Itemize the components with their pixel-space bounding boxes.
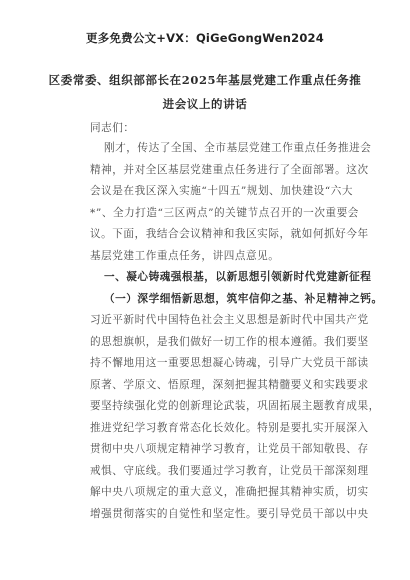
- body-line: 贯彻中央八项规定精神学习教育，让党员干部知敬畏、存: [90, 443, 369, 455]
- speech-title-line-2: 进会议上的讲话: [162, 97, 248, 111]
- salutation: 同志们：: [90, 122, 135, 134]
- body-line: 会议是在我区深入实施“十四五”规划、加快建设“六大: [90, 185, 354, 197]
- body-line: 刚才，传达了全国、全市基层党建工作重点任务推进会: [104, 142, 372, 154]
- subsection-heading-1: （一）深学细悟新思想，筑牢信仰之基、补足精神之钙。: [104, 293, 383, 305]
- body-line: 解中央八项规定的重大意义，准确把握其精神实质，切实: [90, 486, 369, 498]
- body-line: 原著、学原文、悟原理，深刻把握其精髓要义和实践要求: [90, 379, 369, 391]
- body-line: 习近平新时代中国特色社会主义思想是新时代中国共产党: [90, 314, 369, 326]
- body-line: 增强贯彻落实的自觉性和坚定性。要引导党员干部以中央: [90, 508, 369, 520]
- body-line: 要坚持续强化党的创新理论武装，巩固拓展主题教育成果，: [90, 400, 380, 412]
- section-heading-1: 一、凝心铸魂强根基，以新思想引领新时代党建新征程: [104, 271, 372, 283]
- body-line: 议。下面，我结合会议精神和我区实际，就如何抓好今年: [90, 228, 369, 240]
- body-line: 戒惧、守底线。我们要通过学习教育，让党员干部深刻理: [90, 465, 369, 477]
- body-line: 推进党纪学习教育常态化长效化。特别是要扎实开展深入: [90, 422, 369, 434]
- promo-banner: 更多免费公文+VX：QiGeGongWen2024: [86, 31, 324, 45]
- body-line: 基层党建工作重点任务，讲四点意见。: [90, 250, 280, 262]
- body-line: 精神，并对全区基层党建重点任务进行了全面部署。这次: [90, 164, 369, 176]
- body-line: *”、全力打造“三区两点”的关键节点召开的一次重要会: [90, 207, 359, 219]
- speech-title-line-1: 区委常委、组织部部长在2025年基层党建工作重点任务推: [48, 73, 362, 87]
- body-line: 的思想旗帜，是我们做好一切工作的根本遵循。我们要坚: [90, 336, 369, 348]
- body-line: 持不懈地用这一重要思想凝心铸魂，引导广大党员干部读: [90, 357, 369, 369]
